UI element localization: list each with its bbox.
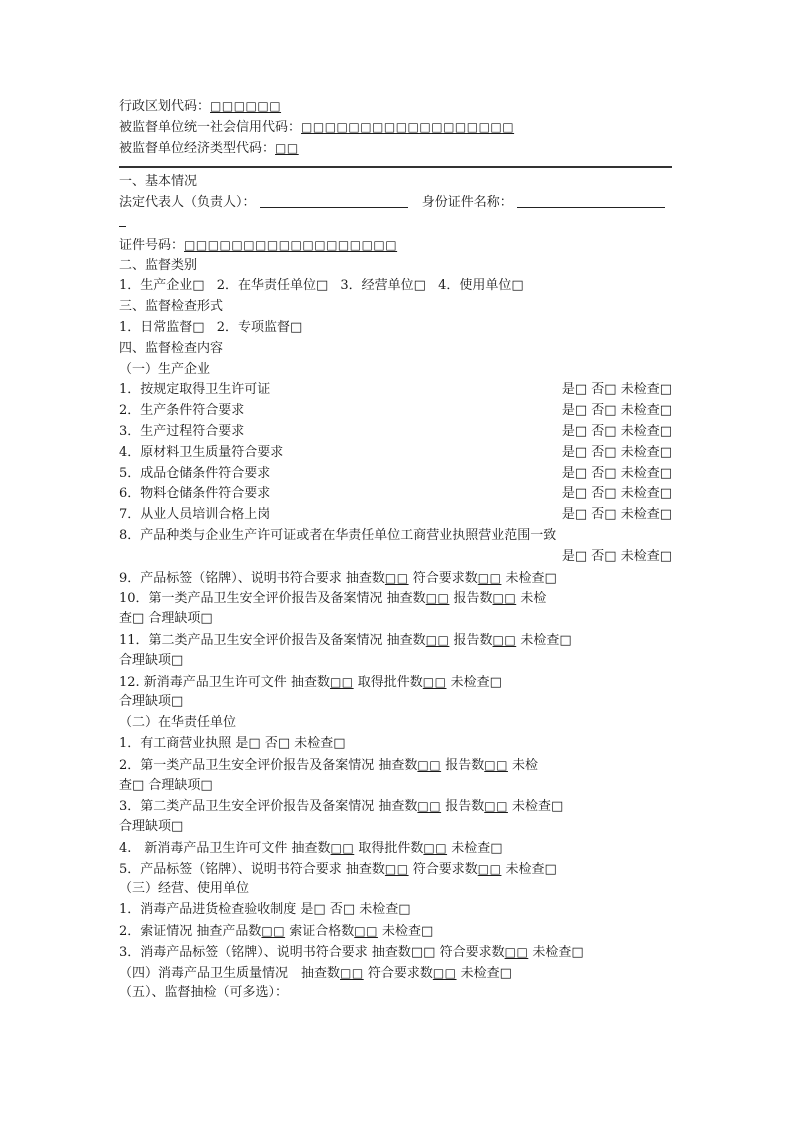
form-routine[interactable]: 1．日常监督□ bbox=[119, 319, 205, 335]
part1-check-item bbox=[119, 422, 672, 443]
part2-item5 bbox=[119, 859, 672, 880]
unchecked-checkbox[interactable]: 未检查□ bbox=[620, 465, 672, 481]
credit-code-row bbox=[119, 117, 672, 138]
category-options bbox=[119, 276, 672, 297]
part1-item10-cont[interactable]: 查□ 合理缺项□ bbox=[119, 611, 213, 627]
sample-count-field[interactable]: □□ bbox=[384, 861, 409, 876]
unchecked-checkbox[interactable]: 未检查□ bbox=[446, 674, 502, 690]
unchecked-checkbox[interactable]: 未检查□ bbox=[620, 382, 672, 398]
part1-check-item bbox=[119, 505, 672, 526]
no-checkbox[interactable]: 否□ bbox=[591, 465, 617, 481]
item-text: 6．物料仓储条件符合要求 bbox=[119, 486, 271, 502]
unchecked-checkbox[interactable]: 未检查□ bbox=[516, 632, 572, 648]
econ-type-row bbox=[119, 138, 672, 159]
item-text: 2．生产条件符合要求 bbox=[119, 403, 245, 419]
item-text: 3．消毒产品标签（铭牌）、说明书符合要求 抽查数□□ 符合要求数 bbox=[119, 944, 505, 960]
unchecked-checkbox[interactable]: 未检查□ bbox=[377, 924, 434, 940]
item-text: 5．产品标签（铭牌）、说明书符合要求 抽查数 bbox=[119, 861, 385, 877]
unchecked-checkbox[interactable]: 未检查□ bbox=[620, 548, 672, 564]
part1-item8: 8．产品种类与企业生产许可证或者在华责任单位工商营业执照营业范围一致 bbox=[119, 527, 557, 543]
item-text: 取得批件数 bbox=[353, 674, 423, 690]
sample-count-field[interactable]: □□ bbox=[417, 799, 442, 814]
section-divider bbox=[119, 166, 672, 168]
credit-code-label: 被监督单位统一社会信用代码： bbox=[119, 119, 302, 135]
unchecked-checkbox[interactable]: 未检查□ bbox=[620, 444, 672, 460]
report-count-field[interactable]: □□ bbox=[492, 591, 517, 606]
unchecked-checkbox[interactable]: 未检查□ bbox=[501, 861, 557, 877]
sample-count-field[interactable]: □□ bbox=[425, 632, 450, 647]
unchecked-checkbox[interactable]: 未检查□ bbox=[620, 403, 672, 419]
part1-item12 bbox=[119, 672, 672, 693]
part1-check-item bbox=[119, 380, 672, 401]
report-count-field[interactable]: □□ bbox=[492, 632, 517, 647]
admin-code-row bbox=[119, 96, 672, 117]
approval-count-field[interactable]: □□ bbox=[422, 674, 447, 689]
sample-count-field[interactable]: □□ bbox=[261, 924, 286, 939]
form-special[interactable]: 2．专项监督□ bbox=[216, 319, 303, 335]
item-text: （四）消毒产品卫生质量情况 抽查数 bbox=[119, 965, 341, 981]
category-user-unit[interactable]: 4．使用单位□ bbox=[438, 278, 524, 294]
credit-code-field[interactable]: □□□□□□□□□□□□□□□□□□ bbox=[301, 119, 515, 134]
item-text: 3．第二类产品卫生安全评价报告及备案情况 抽查数 bbox=[119, 799, 418, 815]
report-count-field[interactable]: □□ bbox=[484, 799, 508, 814]
yes-checkbox[interactable]: 是□ bbox=[561, 423, 588, 439]
unchecked-checkbox[interactable]: 未检查□ bbox=[447, 840, 503, 856]
part4 bbox=[119, 963, 672, 984]
no-checkbox[interactable]: 否□ bbox=[591, 444, 617, 460]
yes-checkbox[interactable]: 是□ bbox=[561, 507, 588, 523]
sample-count-field[interactable]: □□ bbox=[329, 674, 354, 689]
sample-count-field[interactable]: □□ bbox=[384, 570, 409, 585]
part2-item2-cont[interactable]: 查□ 合理缺项□ bbox=[119, 777, 213, 793]
item-text: 4．原材料卫生质量符合要求 bbox=[119, 444, 284, 460]
category-operating-unit[interactable]: 3．经营单位□ bbox=[340, 278, 426, 294]
category-responsible-unit[interactable]: 2．在华责任单位□ bbox=[216, 278, 329, 294]
yes-checkbox[interactable]: 是□ bbox=[561, 444, 588, 460]
part1-item8-checks bbox=[119, 547, 672, 568]
item-text: 报告数 bbox=[441, 757, 485, 773]
sample-count-field[interactable]: □□ bbox=[417, 757, 442, 772]
part3-item1[interactable]: 1．消毒产品进货检查验收制度 是□ 否□ 未检查□ bbox=[119, 902, 411, 918]
unchecked-checkbox[interactable]: 未检查□ bbox=[456, 965, 512, 981]
item-text: 报告数 bbox=[449, 632, 493, 648]
part2-item2 bbox=[119, 755, 672, 776]
id-number-label: 证件号码： bbox=[119, 237, 185, 253]
part1-item11-cont[interactable]: 合理缺项□ bbox=[119, 652, 184, 668]
part1-check-item bbox=[119, 464, 672, 485]
item-text: 9．产品标签（铭牌）、说明书符合要求 抽查数 bbox=[119, 570, 385, 586]
item-text: 10．第一类产品卫生安全评价报告及备案情况 抽查数 bbox=[119, 591, 426, 607]
part1-title: （一）生产企业 bbox=[119, 361, 211, 377]
section1-title: 一、基本情况 bbox=[119, 174, 198, 190]
id-number-row bbox=[119, 235, 672, 256]
legal-rep-label: 法定代表人（负责人）： bbox=[119, 195, 256, 211]
no-checkbox[interactable]: 否□ bbox=[591, 423, 617, 439]
unchecked-checkbox[interactable]: 未检查□ bbox=[528, 944, 584, 960]
part1-item11 bbox=[119, 630, 672, 651]
item-text: 3．生产过程符合要求 bbox=[119, 423, 245, 439]
item-text: 2．索证情况 抽查产品数 bbox=[119, 924, 262, 940]
item-text: 7．从业人员培训合格上岗 bbox=[119, 507, 271, 523]
part1-item9 bbox=[119, 568, 672, 589]
compliant-count-field[interactable]: □□ bbox=[432, 965, 457, 980]
part2-item3 bbox=[119, 796, 672, 817]
no-checkbox[interactable]: 否□ bbox=[591, 403, 617, 419]
sample-count-field[interactable]: □□ bbox=[425, 591, 450, 606]
part1-check-item bbox=[119, 401, 672, 422]
item-text: 1．按规定取得卫生许可证 bbox=[119, 382, 271, 398]
item-text: 报告数 bbox=[441, 799, 485, 815]
compliant-count-field[interactable]: □□ bbox=[477, 861, 502, 876]
part1-item12-cont[interactable]: 合理缺项□ bbox=[119, 694, 184, 710]
item-text: 符合要求数 bbox=[363, 965, 433, 981]
item-text: 符合要求数 bbox=[408, 861, 478, 877]
no-checkbox[interactable]: 否□ bbox=[591, 382, 617, 398]
legal-rep-field[interactable] bbox=[260, 193, 408, 208]
econ-type-label: 被监督单位经济类型代码： bbox=[119, 140, 276, 156]
category-production[interactable]: 1．生产企业□ bbox=[119, 278, 205, 294]
unchecked-checkbox[interactable]: 未检查□ bbox=[620, 486, 672, 502]
part1-check-item bbox=[119, 443, 672, 464]
inspection-form bbox=[119, 96, 672, 1004]
item-text: 2．第一类产品卫生安全评价报告及备案情况 抽查数 bbox=[119, 757, 418, 773]
admin-code-field[interactable]: □□□□□□ bbox=[210, 99, 282, 113]
sample-count-field[interactable]: □□ bbox=[340, 965, 364, 980]
item-text: 未检 bbox=[507, 757, 539, 773]
yes-checkbox[interactable]: 是□ bbox=[561, 548, 588, 564]
yes-checkbox[interactable]: 是□ bbox=[561, 486, 588, 502]
item-text: 索证合格数 bbox=[285, 924, 355, 940]
section3-title: 三、监督检查形式 bbox=[119, 299, 224, 315]
id-type-field[interactable] bbox=[517, 193, 665, 208]
sample-count-field[interactable]: □□ bbox=[330, 840, 355, 855]
compliant-count-field[interactable]: □□ bbox=[504, 944, 529, 959]
item-text: 未检 bbox=[516, 591, 547, 607]
section2-title: 二、监督类别 bbox=[119, 257, 198, 273]
yes-checkbox[interactable]: 是□ bbox=[561, 465, 588, 481]
admin-code-label: 行政区划代码： bbox=[119, 99, 211, 114]
part2-title: （二）在华责任单位 bbox=[119, 715, 237, 731]
approval-count-field[interactable]: □□ bbox=[423, 840, 448, 855]
section4-title: 四、监督检查内容 bbox=[119, 340, 224, 356]
yes-checkbox[interactable]: 是□ bbox=[561, 382, 588, 398]
part2-item1[interactable]: 1．有工商营业执照 是□ 否□ 未检查□ bbox=[119, 735, 346, 751]
unchecked-checkbox[interactable]: 未检查□ bbox=[507, 799, 564, 815]
wrap-dash bbox=[119, 214, 672, 235]
item-text: 11．第二类产品卫生安全评价报告及备案情况 抽查数 bbox=[119, 632, 426, 648]
part3-item3 bbox=[119, 942, 672, 963]
qualified-count-field[interactable]: □□ bbox=[354, 924, 378, 939]
item-text: 12. 新消毒产品卫生许可文件 抽查数 bbox=[119, 674, 330, 690]
no-checkbox[interactable]: 否□ bbox=[591, 548, 617, 564]
no-checkbox[interactable]: 否□ bbox=[591, 507, 617, 523]
part3-item2 bbox=[119, 921, 672, 942]
item-text: 报告数 bbox=[449, 591, 493, 607]
unchecked-checkbox[interactable]: 未检查□ bbox=[620, 507, 672, 523]
no-checkbox[interactable]: 否□ bbox=[591, 486, 617, 502]
id-type-label: 身份证件名称： bbox=[421, 195, 513, 211]
part1-check-item bbox=[119, 484, 672, 505]
part5-title: （五）、监督抽检（可多选）： bbox=[119, 985, 289, 1001]
item-text: 5．成品仓储条件符合要求 bbox=[119, 465, 271, 481]
compliant-count-field[interactable]: □□ bbox=[477, 570, 502, 585]
report-count-field[interactable]: □□ bbox=[484, 757, 508, 772]
form-options bbox=[119, 318, 672, 339]
item-text: 符合要求数 bbox=[408, 570, 478, 586]
item-text: 4. 新消毒产品卫生许可文件 抽查数 bbox=[119, 840, 331, 856]
part2-item3-cont[interactable]: 合理缺项□ bbox=[119, 819, 184, 835]
econ-type-field[interactable]: □□ bbox=[275, 140, 299, 155]
legal-rep-row bbox=[119, 193, 672, 214]
part1-item10 bbox=[119, 588, 672, 609]
part2-item4 bbox=[119, 838, 672, 859]
unchecked-checkbox[interactable]: 未检查□ bbox=[620, 423, 672, 439]
unchecked-checkbox[interactable]: 未检查□ bbox=[501, 570, 557, 586]
id-number-field[interactable]: □□□□□□□□□□□□□□□□□□ bbox=[184, 237, 398, 252]
part3-title: （三）经营、使用单位 bbox=[119, 881, 250, 897]
yes-checkbox[interactable]: 是□ bbox=[561, 403, 588, 419]
underline-overflow bbox=[119, 217, 126, 227]
item-text: 取得批件数 bbox=[354, 840, 424, 856]
